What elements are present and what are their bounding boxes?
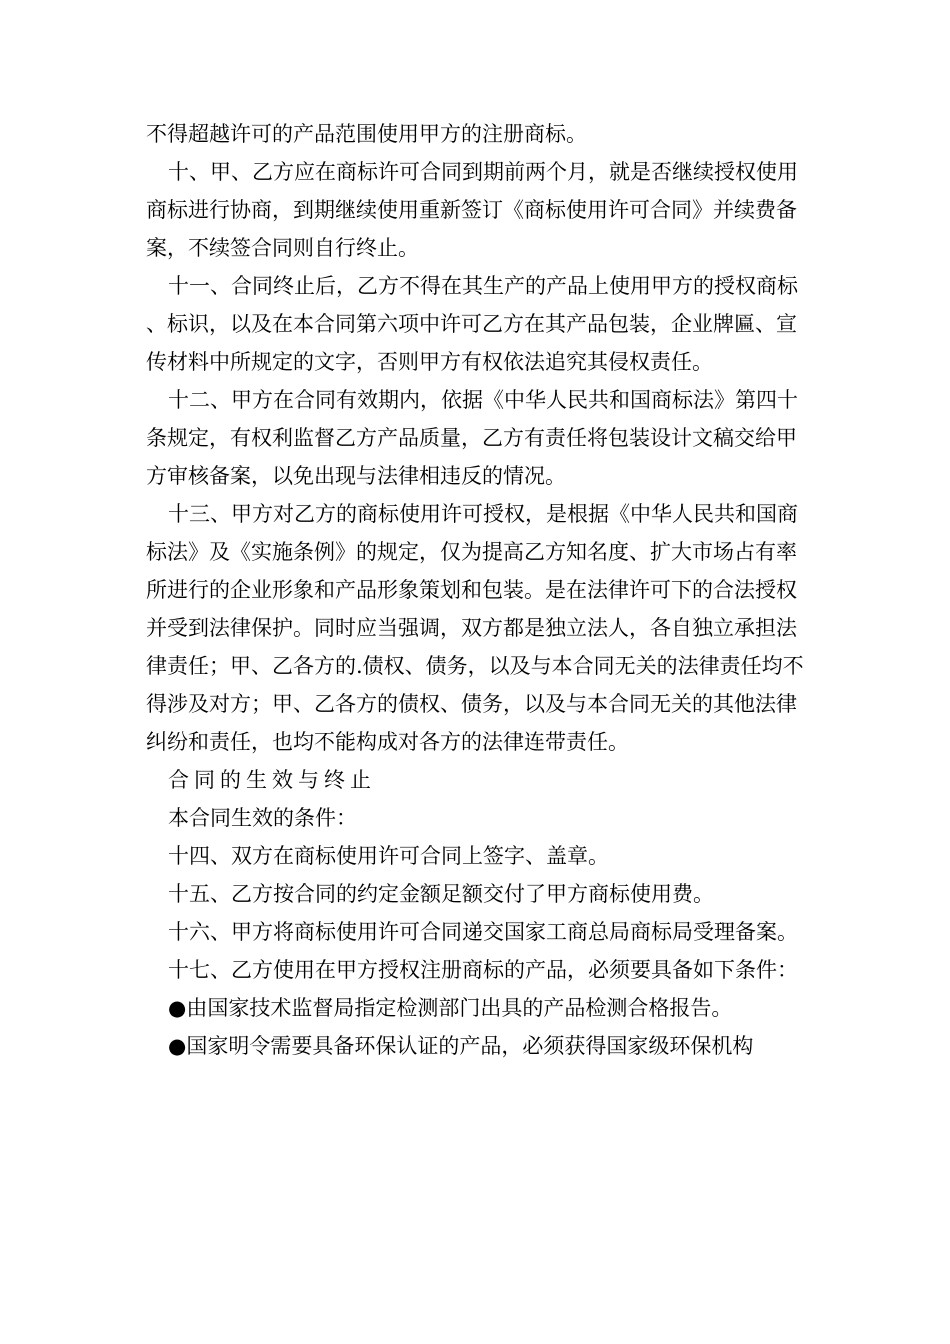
clause-16: 十六、甲方将商标使用许可合同递交国家工商总局商标局受理备案。 — [168, 920, 798, 944]
clause-11: 十一、合同终止后，乙方不得在其生产的产品上使用甲方的授权商标、标识，以及在本合同第六项中许可乙方在其产品包装，企业牌匾、宣传材料中所规定的文字，否则甲方有权依法追究其侵权责任。 — [146, 274, 798, 374]
section-heading: 合同的生效与终止 — [168, 768, 376, 792]
clause-14: 十四、双方在商标使用许可合同上签字、盖章。 — [168, 844, 609, 868]
bullet-item — [146, 1027, 808, 1065]
clause-12: 十二、甲方在合同有效期内，依据《中华人民共和国商标法》第四十条规定，有权利监督乙方产品质量，乙方有责任将包装设计文稿交给甲方审核备案，以免出现与法律相违反的情况。 — [146, 388, 798, 488]
clause-15: 十五、乙方按合同的约定金额足额交付了甲方商标使用费。 — [168, 882, 714, 906]
clause-17: 十七、乙方使用在甲方授权注册商标的产品，必须要具备如下条件： — [168, 958, 798, 982]
clause-13: 十三、甲方对乙方的商标使用许可授权，是根据《中华人民共和国商标法》及《实施条例》的规定，仅为提高乙方知名度、扩大市场占有率所进行的企业形象和产品形象策划和包装。是在法律许可下的合法授权并受到法律保护。同时应当强调，双方都是独立法人，各自独立承担法律责任；甲、乙各方的.债权、债务，以及与本合同无关的法律责任均不得涉及对方；甲、乙各方的债权、债务，以及与本合同无关的其他法律纠纷和责任，也均不能构成对各方的法律连带责任。 — [146, 502, 804, 754]
bullet-item — [146, 989, 808, 1027]
paragraph-continuation: 不得超越许可的产品范围使用甲方的注册商标。 — [146, 122, 587, 146]
bullet-text: 由国家技术监督局指定检测部门出具的产品检测合格报告。 — [186, 996, 733, 1020]
document-body — [146, 115, 808, 1065]
conditions-intro: 本合同生效的条件： — [168, 806, 357, 830]
bullet-dot-icon: ● — [168, 1034, 187, 1058]
clause-10: 十、甲、乙方应在商标许可合同到期前两个月，就是否继续授权使用商标进行协商，到期继续使用重新签订《商标使用许可合同》并续费备案，不续签合同则自行终止。 — [146, 160, 798, 260]
bullet-text: 国家明令需要具备环保认证的产品，必须获得国家级环保机构 — [186, 1034, 754, 1058]
bullet-dot-icon: ● — [168, 996, 187, 1020]
